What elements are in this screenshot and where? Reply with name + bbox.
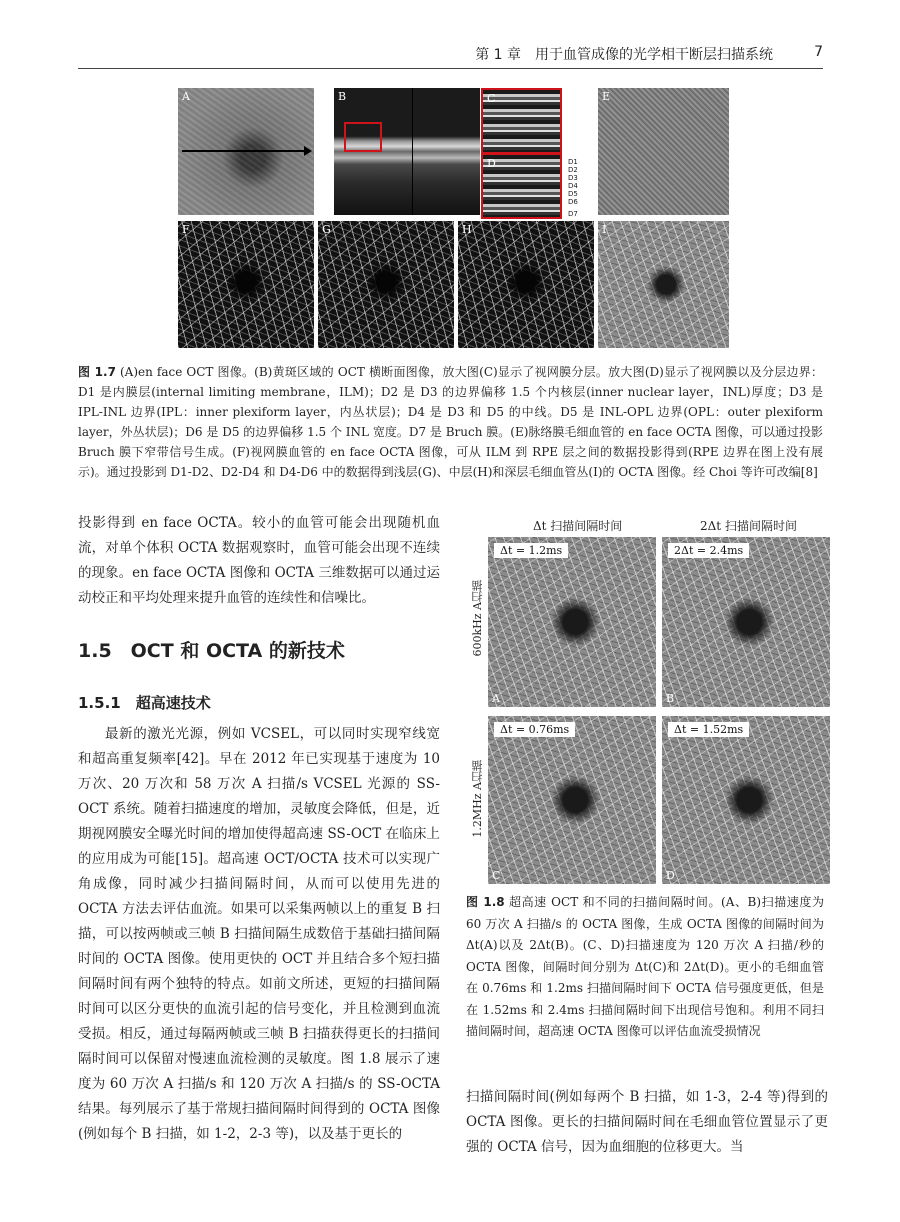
layer-label-d1: D1 bbox=[568, 158, 578, 166]
paragraph-main: 最新的激光光源，例如 VCSEL，可以同时实现窄线宽和超高重复频率[42]。早在 2012 年已实现基于速度为 10 万次、20 万次和 58 万次 A 扫描/s VCSEL 光源的 SS-OCT 系统。随着扫描速度的增加，灵敏度会降低，但是，近期视网膜安全曝光时间的增加使得超高速 SS-OCT 在临床上的应用成为可能[15]。超高速 OCT/OCTA 技术可以实现广角成像，同时减少扫描间隔时间，从而可以使用先进的 OCTA 方法去评估血流。如果可以采集两帧以上的重复 B 扫描，可以按两帧或三帧 B 扫描间隔生成数倍于基础扫描间隔时间的 OCTA 图像。使用更快的 OCT 并且结合多个短扫描间隔时间有两个独特的特点。如前文所述，更短的扫描间隔时间可以区分更快的血流引起的信号变化，并且检测到血流受损。相反，通过每隔两帧或三帧 B 扫描获得更长的扫描间隔时间可以保留对慢速血流检测的灵敏度。图 1.8 展示了速度为 60 万次 A 扫描/s 和 120 万次 A 扫描/s 的 SS-OCTA 结果。每列展示了基于常规扫描间隔时间得到的 OCTA 图像(例如每个 B 扫描，如 1-2，2-3 等)，以及基于更长的 bbox=[78, 726, 440, 1142]
fig17-panel-c bbox=[481, 88, 562, 154]
fig18-row-label-1: 600kHz A扫描 bbox=[471, 580, 484, 657]
scan-arrow bbox=[182, 150, 306, 152]
caption-text: (A)en face OCT 图像。(B)黄斑区域的 OCT 横断面图像，放大图(C)显示了视网膜分层。放大图(D)显示了视网膜以及分层边界：D1 是内膜层(internal limiting membrane，ILM)；D2 是 D3 的边界偏移 1.5 个内核层(inner nuclear layer，INL)厚度；D3 是 IPL-INL 边界(IPL：inner plexiform layer，内丛状层)；D4 是 D3 和 D5 的中线。D5 是 INL-OPL 边界(OPL：outer plexiform layer，外丛状层)；D6 是 D5 的边界偏移 1.5 个 INL 宽度。D7 是 Bruch 膜。(E)脉络膜毛细血管的 en face OCTA 图像，可以通过投影 Bruch 膜下窄带信号生成。(F)视网膜血管的 en face OCTA 图像，可从 ILM 到 RPE 层之间的数据投影得到(RPE 边界在图上没有展示)。通过投影到 D1-D2、D2-D4 和 D4-D6 中的数据得到浅层(G)、中层(H)和深层毛细血管丛(I)的 OCTA 图像。经 Choi 等许可改编[8] bbox=[78, 365, 823, 479]
panel-label: I bbox=[602, 223, 607, 236]
caption-text: 超高速 OCT 和不同的扫描间隔时间。(A、B)扫描速度为 60 万次 A 扫描/s 的 OCTA 图像，生成 OCTA 图像的间隔时间为 Δt(A)以及 2Δt(B)。(C、D)扫描速度为 120 万次 A 扫描/秒的 OCTA 图像，间隔时间分别为 Δt(C)和 2Δt(D)。更小的毛细血管在 0.76ms 和 1.2ms 扫描间隔时间下 OCTA 信号强度更低，但是在 1.52ms 和 2.4ms 扫描间隔时间下出现信号饱和。利用不同扫描间隔时间，超高速 OCTA 图像可以评估血流受损情况 bbox=[466, 895, 824, 1038]
panel-label: B bbox=[338, 90, 347, 103]
page-number: 7 bbox=[814, 44, 823, 60]
caption-number: 图 1.7 bbox=[78, 365, 116, 379]
interval-label: Δt = 1.52ms bbox=[668, 722, 749, 737]
panel-label: C bbox=[487, 92, 496, 105]
arrow-head-icon bbox=[304, 146, 312, 156]
fig18-column-label-2: 2Δt 扫描间隔时间 bbox=[700, 519, 797, 533]
fig17-panel-h bbox=[458, 221, 594, 348]
panel-label: F bbox=[182, 223, 190, 236]
subsection-heading: 1.5.1 超高速技术 bbox=[78, 694, 211, 712]
panel-label: E bbox=[602, 90, 611, 103]
fig18-row-label-2: 1.2MHz A扫描 bbox=[471, 760, 484, 838]
interval-label: Δt = 0.76ms bbox=[494, 722, 575, 737]
paragraph-right-bottom: 扫描间隔时间(例如每两个 B 扫描，如 1-3，2-4 等)得到的 OCTA 图像。更长的扫描间隔时间在毛细血管位置显示了更强的 OCTA 信号，因为血细胞的位移更大。当 bbox=[466, 1089, 828, 1155]
section-heading: 1.5 OCT 和 OCTA 的新技术 bbox=[78, 640, 345, 662]
fig18-column-label-1: Δt 扫描间隔时间 bbox=[533, 519, 623, 533]
layer-label-d4: D4 bbox=[568, 182, 578, 190]
divider bbox=[412, 88, 413, 215]
interval-label: Δt = 1.2ms bbox=[494, 543, 568, 558]
panel-letter: B bbox=[666, 692, 675, 705]
paragraph-top: 投影得到 en face OCTA。较小的血管可能会出现随机血流，对单个体积 OCTA 数据观察时，血管可能会出现不连续的现象。en face OCTA 图像和 OCTA 三维数据可以通过运动校正和平均处理来提升血管的连续性和信噪比。 bbox=[78, 515, 440, 606]
fig17-panel-b bbox=[334, 88, 480, 215]
figure-1-7-caption bbox=[78, 362, 823, 482]
panel-letter: C bbox=[492, 869, 501, 882]
panel-letter: D bbox=[666, 869, 675, 882]
fig18-panel-d bbox=[662, 716, 830, 884]
layer-label-d3: D3 bbox=[568, 174, 578, 182]
panel-label: A bbox=[182, 90, 190, 103]
fig18-panel-c bbox=[488, 716, 656, 884]
fig17-panel-a bbox=[178, 88, 314, 215]
layer-label-d6: D6 bbox=[568, 198, 578, 206]
fig17-panel-f bbox=[178, 221, 314, 348]
caption-number: 图 1.8 bbox=[466, 895, 505, 909]
layer-label-d5: D5 bbox=[568, 190, 578, 198]
fig17-panel-i bbox=[598, 221, 729, 348]
panel-label: H bbox=[462, 223, 472, 236]
panel-label: G bbox=[322, 223, 331, 236]
interval-label: 2Δt = 2.4ms bbox=[668, 543, 749, 558]
chapter-title: 第 1 章 用于血管成像的光学相干断层扫描系统 bbox=[475, 47, 773, 63]
fig17-panel-d bbox=[481, 153, 562, 219]
layer-label-d2: D2 bbox=[568, 166, 578, 174]
fig18-panel-a bbox=[488, 537, 656, 707]
zoom-box bbox=[344, 122, 382, 152]
fig18-panel-b bbox=[662, 537, 830, 707]
figure-1-8-caption bbox=[466, 892, 824, 1043]
panel-letter: A bbox=[492, 692, 500, 705]
layer-label-d7: D7 bbox=[568, 210, 578, 218]
panel-label: D bbox=[487, 157, 496, 170]
running-header bbox=[78, 38, 823, 69]
fig17-panel-e bbox=[598, 88, 729, 215]
fig17-panel-g bbox=[318, 221, 454, 348]
